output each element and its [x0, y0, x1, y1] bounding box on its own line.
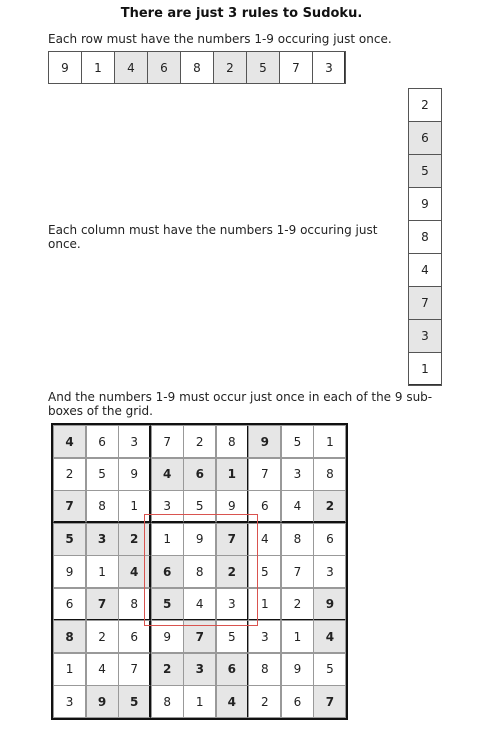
- column-example-cell: 9: [408, 187, 442, 221]
- grid-cell: 8: [53, 620, 86, 653]
- grid-cell: 3: [281, 458, 314, 491]
- grid-cell: 3: [118, 425, 151, 458]
- grid-cell: 1: [281, 620, 314, 653]
- grid-cell: 2: [281, 588, 314, 621]
- grid-cell: 2: [151, 653, 184, 686]
- column-example-cell: 6: [408, 121, 442, 155]
- grid-cell: 5: [248, 555, 281, 588]
- grid-cell: 1: [86, 555, 119, 588]
- grid-cell: 8: [216, 425, 249, 458]
- grid-cell: 3: [86, 523, 119, 556]
- grid-cell: 4: [151, 458, 184, 491]
- column-example-cell: 7: [408, 286, 442, 320]
- grid-cell: 1: [248, 588, 281, 621]
- grid-cell: 8: [313, 458, 346, 491]
- grid-cell: 5: [86, 458, 119, 491]
- grid-cell: 2: [86, 620, 119, 653]
- grid-cell: 4: [281, 490, 314, 523]
- grid-cell: 8: [281, 523, 314, 556]
- grid-cell: 3: [183, 653, 216, 686]
- grid-cell: 9: [118, 458, 151, 491]
- grid-cell: 6: [248, 490, 281, 523]
- grid-cell: 4: [216, 685, 249, 718]
- grid-cell: 2: [183, 425, 216, 458]
- grid-cell: 5: [313, 653, 346, 686]
- rule-box-text-line2: boxes of the grid.: [48, 404, 153, 418]
- column-example-cell: 2: [408, 88, 442, 122]
- grid-cell: 9: [86, 685, 119, 718]
- grid-cell: 6: [86, 425, 119, 458]
- grid-cell: 3: [53, 685, 86, 718]
- grid-cell: 7: [118, 653, 151, 686]
- grid-cell: 6: [183, 458, 216, 491]
- column-example-cell: 4: [408, 253, 442, 287]
- grid-cell: 2: [53, 458, 86, 491]
- grid-cell: 7: [313, 685, 346, 718]
- rule-column-text-line1: Each column must have the numbers 1-9 occuring just: [48, 223, 378, 237]
- grid-cell: 9: [216, 490, 249, 523]
- grid-cell: 4: [118, 555, 151, 588]
- grid-cell: 4: [313, 620, 346, 653]
- grid-cell: 7: [248, 458, 281, 491]
- grid-cell: 3: [248, 620, 281, 653]
- grid-cell: 4: [53, 425, 86, 458]
- grid-cell: 6: [281, 685, 314, 718]
- grid-cell: 4: [183, 588, 216, 621]
- sudoku-grid: [51, 423, 348, 720]
- grid-cell: 2: [313, 490, 346, 523]
- column-example-cell: 1: [408, 352, 442, 386]
- grid-cell: 5: [281, 425, 314, 458]
- grid-cell: 6: [53, 588, 86, 621]
- grid-cell: 1: [216, 458, 249, 491]
- row-example-cell: 1: [81, 51, 115, 84]
- row-example-cell: 9: [48, 51, 82, 84]
- grid-cell: 9: [53, 555, 86, 588]
- grid-cell: 6: [313, 523, 346, 556]
- grid-cell: 5: [183, 490, 216, 523]
- grid-cell: 4: [86, 653, 119, 686]
- grid-cell: 8: [86, 490, 119, 523]
- page-title: There are just 3 rules to Sudoku.: [120, 6, 363, 21]
- column-example-strip: [408, 88, 442, 385]
- grid-cell: 2: [216, 555, 249, 588]
- grid-cell: 5: [53, 523, 86, 556]
- grid-cell: 8: [118, 588, 151, 621]
- grid-cell: 3: [151, 490, 184, 523]
- grid-cell: 5: [118, 685, 151, 718]
- grid-cell: 7: [151, 425, 184, 458]
- grid-cell: 1: [53, 653, 86, 686]
- grid-cell: 7: [216, 523, 249, 556]
- grid-cell: 1: [183, 685, 216, 718]
- grid-cell: 4: [248, 523, 281, 556]
- grid-cell: 1: [118, 490, 151, 523]
- grid-cell: 9: [313, 588, 346, 621]
- row-example-cell: 7: [279, 51, 313, 84]
- grid-cell: 6: [216, 653, 249, 686]
- grid-cell: 7: [281, 555, 314, 588]
- grid-cell: 7: [53, 490, 86, 523]
- row-example-cell: 4: [114, 51, 148, 84]
- row-example-cell: 8: [180, 51, 214, 84]
- grid-cell: 8: [183, 555, 216, 588]
- grid-cell: 6: [151, 555, 184, 588]
- row-example-cell: 2: [213, 51, 247, 84]
- grid-cell: 5: [151, 588, 184, 621]
- rule-row-text: Each row must have the numbers 1-9 occuring just once.: [48, 32, 392, 46]
- row-example-cell: 3: [312, 51, 346, 84]
- grid-cell: 7: [86, 588, 119, 621]
- grid-cell: 5: [216, 620, 249, 653]
- grid-cell: 1: [313, 425, 346, 458]
- grid-cell: 1: [151, 523, 184, 556]
- rule-box-text-line1: And the numbers 1-9 must occur just once in each of the 9 sub-: [48, 390, 433, 404]
- column-example-cell: 8: [408, 220, 442, 254]
- grid-cell: 8: [248, 653, 281, 686]
- grid-cell: 9: [151, 620, 184, 653]
- column-example-cell: 5: [408, 154, 442, 188]
- grid-cell: 7: [183, 620, 216, 653]
- grid-cell: 9: [248, 425, 281, 458]
- grid-cell: 3: [216, 588, 249, 621]
- row-example-cell: 5: [246, 51, 280, 84]
- grid-cell: 6: [118, 620, 151, 653]
- grid-cell: 2: [248, 685, 281, 718]
- grid-cell: 9: [183, 523, 216, 556]
- grid-cell: 2: [118, 523, 151, 556]
- grid-cell: 9: [281, 653, 314, 686]
- grid-cell: 3: [313, 555, 346, 588]
- grid-cell: 8: [151, 685, 184, 718]
- row-example-cell: 6: [147, 51, 181, 84]
- rule-column-text-line2: once.: [48, 237, 81, 251]
- row-example-strip: [48, 51, 345, 84]
- column-example-cell: 3: [408, 319, 442, 353]
